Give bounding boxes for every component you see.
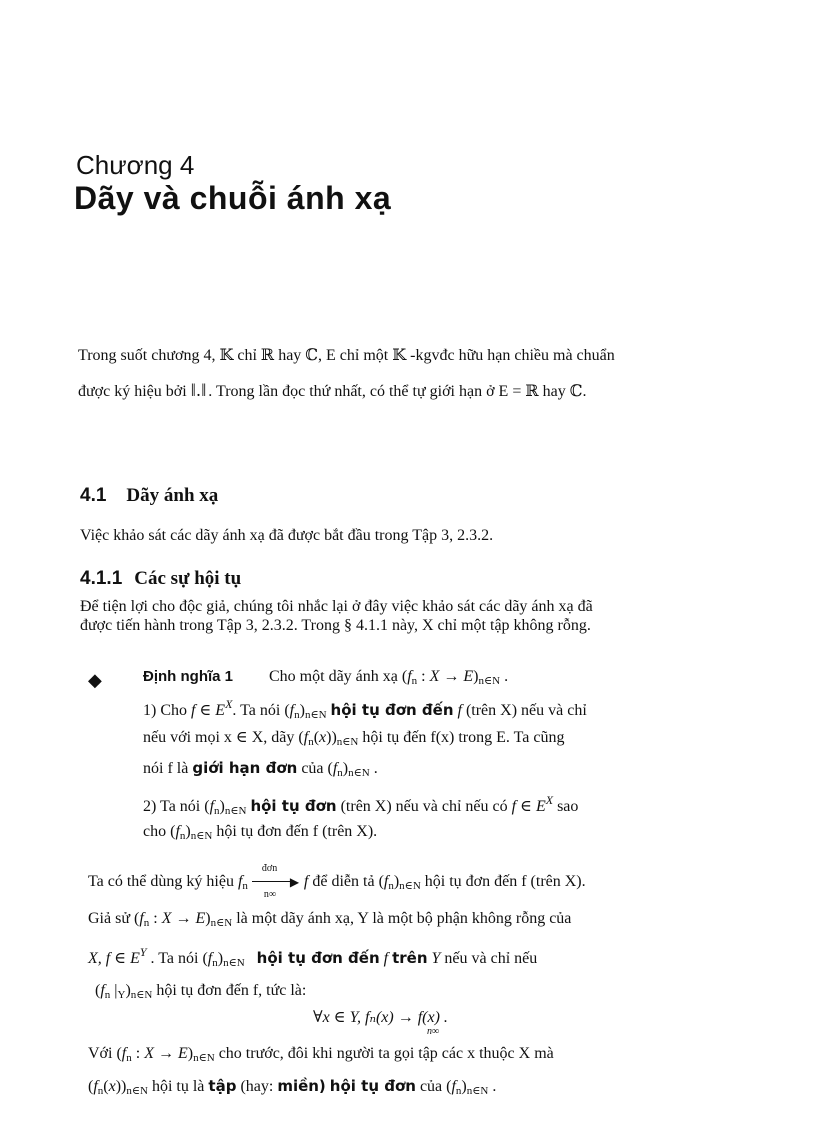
diamond-bullet-icon: ◆ xyxy=(88,670,102,690)
definition-item-2-line-1: 2) Ta nói $(f_n)_{n\in N}$ hội tụ đơn (trên X) nếu và chỉ nếu có f ∈ $E^X$ sao xyxy=(143,793,579,817)
chapter-number: Chương 4 xyxy=(76,150,195,180)
definition-item-1-line-1: 1) Cho f ∈ $E^X$. Ta nói $(f_n)_{n\in N}$ hội tụ đơn đến f (trên X) nếu và chỉ xyxy=(143,697,587,721)
section-4-1-1-heading: 4.1.1 Các sự hội tụ xyxy=(80,568,242,589)
section-4-1-heading: 4.1 Dãy ánh xạ xyxy=(80,485,219,506)
after-line-3: X, f ∈ $E^Y$ . Ta nói $(f_n)_{n\in N}$ hội tụ đơn đến f trên Y nếu và chỉ nếu xyxy=(88,945,538,969)
after-line-4: ($f_n$ $|_Y)_{n\in N}$ hội tụ đơn đến f, tức là: xyxy=(95,982,307,1001)
after-line-1: Ta có thể dùng ký hiệu $f_n$ đơn ▶ n∞ f để diễn tả $(f_n)_{n\in N}$ hội tụ đơn đến f (trên X). xyxy=(88,863,586,901)
definition-item-2-line-2: cho $(f_n)_{n\in N}$ hội tụ đơn đến f (trên X). xyxy=(143,823,378,842)
after-line-7: $(f_n(x))_{n\in N}$ hội tụ là tập (hay: miền) hội tụ đơn của $(f_n)_{n\in N}$ . xyxy=(88,1077,497,1097)
after-line-6: Với ($f_n$ : $X \to E)_{n\in N}$ cho trước, đôi khi người ta gọi tập các x thuộc X mà xyxy=(88,1045,554,1064)
definition-item-1-line-3: nói f là giới hạn đơn của $(f_n)_{n\in N}$ . xyxy=(143,759,378,779)
intro-line-2: được ký hiệu bởi ‖ . ‖ . Trong lần đọc thứ nhất, có thể tự giới hạn ở E = ℝ hay ℂ. xyxy=(78,380,587,400)
section-4-1-1-line-1: Để tiện lợi cho độc giả, chúng tôi nhắc lại ở đây việc khảo sát các dãy ánh xạ đã xyxy=(80,598,593,615)
formula-subscript: n∞ xyxy=(427,1026,440,1037)
formula: ∀x ∈ Y, fₙ(x) → f(x) . xyxy=(313,1009,448,1026)
section-4-1-text: Việc khảo sát các dãy ánh xạ đã được bắt đầu trong Tập 3, 2.3.2. xyxy=(80,527,494,544)
chapter-title: Dãy và chuỗi ánh xạ xyxy=(74,180,392,216)
after-line-2: Giả sử ($f_n$ : $X \to E)_{n\in N}$ là một dãy ánh xạ, Y là một bộ phận không rỗng của xyxy=(88,910,572,929)
section-4-1-1-line-2: được tiến hành trong Tập 3, 2.3.2. Trong § 4.1.1 này, X chỉ một tập không rỗng. xyxy=(80,617,591,634)
convergence-arrow: đơn ▶ n∞ xyxy=(252,873,300,891)
intro-line-1: Trong suốt chương 4, 𝕂 chỉ ℝ hay ℂ, E chỉ một 𝕂 -kgvđc hữu hạn chiều mà chuẩn xyxy=(78,347,615,364)
definition-item-1-line-2: nếu với mọi x ∈ X, dãy $(f_n(x))_{n\in N}$ hội tụ đến f(x) trong E. Ta cũng xyxy=(143,729,565,748)
definition-header: Định nghĩa 1 Cho một dãy ánh xạ ($f_n$ : $X \to E)_{n\in N}$ . xyxy=(143,668,509,687)
